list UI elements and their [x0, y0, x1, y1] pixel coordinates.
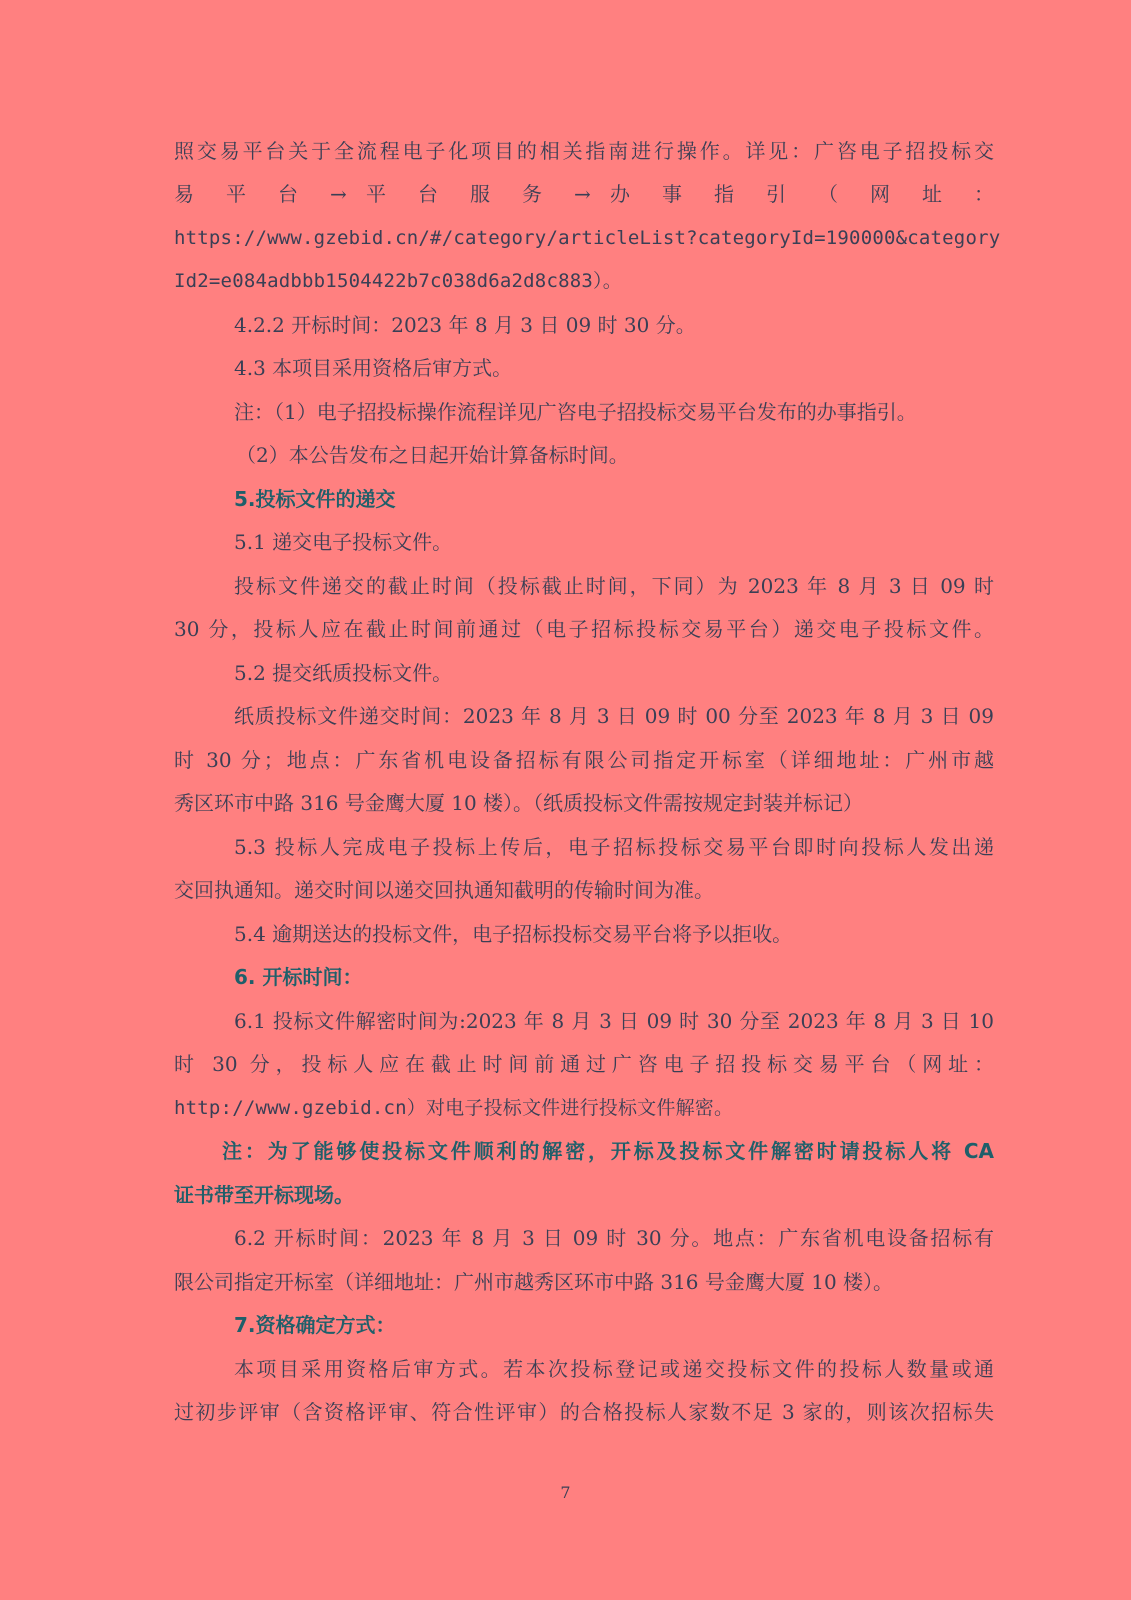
body-text-line: 投标文件递交的截止时间（投标截止时间，下同）为 2023 年 8 月 3 日 09 时: [234, 574, 994, 598]
bold-note-line: 证书带至开标现场。: [174, 1183, 354, 1207]
body-text-line: 照交易平台关于全流程电子化项目的相关指南进行操作。详见：广咨电子招投标交: [174, 139, 994, 163]
body-text-line: 4.3 本项目采用资格后审方式。: [234, 356, 513, 380]
url-text-line: Id2=e084adbbb1504422b7c038d6a2d8c883）。: [174, 270, 622, 292]
body-text-line: 本项目采用资格后审方式。若本次投标登记或递交投标文件的投标人数量或通: [234, 1357, 994, 1381]
body-text-line: 纸质投标文件递交时间：2023 年 8 月 3 日 09 时 00 分至 2023 年 8 月 3 日 09: [234, 704, 994, 728]
body-text-line: 30 分，投标人应在截止时间前通过（电子招标投标交易平台）递交电子投标文件。: [174, 617, 994, 641]
bold-note-line: 注：为了能够使投标文件顺利的解密，开标及投标文件解密时请投标人将 CA: [222, 1139, 994, 1163]
body-text-line: 5.3 投标人完成电子投标上传后，电子招标投标交易平台即时向投标人发出递: [234, 835, 994, 859]
body-text-line: 5.2 提交纸质投标文件。: [234, 661, 453, 685]
section-heading-5: 5.投标文件的递交: [234, 487, 396, 511]
section-heading-7: 7.资格确定方式：: [234, 1313, 396, 1337]
note-text-line: 注：（1）电子招投标操作流程详见广咨电子招投标交易平台发布的办事指引。: [234, 400, 917, 424]
body-text-line: 时 30 分；地点：广东省机电设备招标有限公司指定开标室（详细地址：广州市越: [174, 748, 994, 772]
page-number: 7: [560, 1483, 571, 1502]
body-text-line: 6.1 投标文件解密时间为:2023 年 8 月 3 日 09 时 30 分至 2023 年 8 月 3 日 10: [234, 1009, 994, 1033]
section-heading-6: 6. 开标时间：: [234, 965, 363, 989]
body-text-line: 易 平 台 → 平 台 服 务 → 办 事 指 引 （ 网 址 ：: [174, 182, 994, 206]
url-text-line: https://www.gzebid.cn/#/category/articleList?categoryId=190000&category: [174, 227, 1001, 249]
note-text-line: （2）本公告发布之日起开始计算备标时间。: [236, 443, 629, 467]
body-text-line: 5.4 逾期送达的投标文件，电子招标投标交易平台将予以拒收。: [234, 922, 793, 946]
body-text-line: 时 30 分，投标人应在截止时间前通过广咨电子招投标交易平台（网址：: [174, 1052, 994, 1076]
body-text-line: 限公司指定开标室（详细地址：广州市越秀区环市中路 316 号金鹰大厦 10 楼）。: [174, 1270, 894, 1294]
body-text-line: 交回执通知。递交时间以递交回执通知截明的传输时间为准。: [174, 878, 714, 902]
body-text-line: 过初步评审（含资格评审、符合性评审）的合格投标人家数不足 3 家的，则该次招标失: [174, 1400, 994, 1424]
body-text-line: 6.2 开标时间：2023 年 8 月 3 日 09 时 30 分。地点：广东省机电设备招标有: [234, 1226, 994, 1250]
body-text-line: 秀区环市中路 316 号金鹰大厦 10 楼）。（纸质投标文件需按规定封装并标记）: [174, 791, 864, 815]
body-text-line: 5.1 递交电子投标文件。: [234, 530, 453, 554]
body-text-line: http://www.gzebid.cn）对电子投标文件进行投标文件解密。: [174, 1097, 734, 1119]
body-text-line: 4.2.2 开标时间：2023 年 8 月 3 日 09 时 30 分。: [234, 313, 696, 337]
